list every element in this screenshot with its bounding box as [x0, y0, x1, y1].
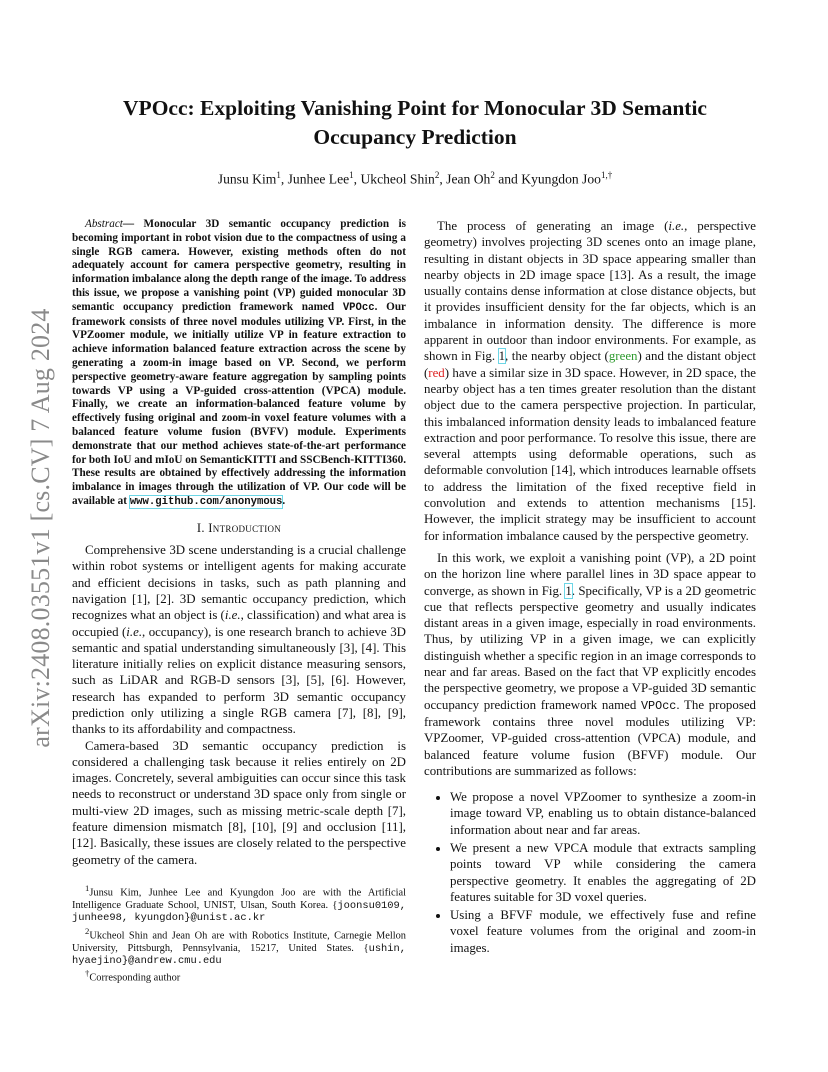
footnote-1: $^1$Junsu Kim, Junhee Lee and Kyungdon Joo are with the Artificial Intelligence Graduate School, UNIST, Ulsan, South Korea. {joonsu0109, junhee98, kyungdon}@unist.ac.kr [72, 882, 406, 925]
author: Kyungdon Joo [521, 171, 601, 187]
left-column [72, 218, 406, 985]
author: Junhee Lee [287, 171, 350, 187]
list-item: • Using a BFVF module, we effectively fuse and refine voxel feature volumes from the original and zoom-in images. [450, 907, 756, 956]
figure-ref-link[interactable]: 1 [565, 583, 572, 598]
figure-ref-link[interactable]: 1 [498, 349, 506, 364]
intro-paragraph-4: In this work, we exploit a vanishing point (VP), a 2D point on the horizon line where parallel lines in 3D space appear to converge, as shown in Fig. 1. Specifically, VP is a 2D geometric cue that reflects perspective geometry and usually indicates distant areas in a given image, especially in road environments. Thus, by utilizing VP in a given image, we can explicitly distinguish whether a specific region in an image corresponds to near and far areas. Based on the fact that VP explicitly encodes the perspective geometry, we propose a VP-guided 3D semantic occupancy prediction framework named VPOcc. The proposed framework contains three novel modules utilizing VP: VPZoomer, VP-guided cross-attention (VPCA) module, and balanced feature volume fusion (BFVF) module. Our contributions are summarized as follows: [424, 550, 757, 778]
contribution-list [424, 789, 756, 956]
intro-paragraph-2: Camera-based 3D semantic occupancy prediction is considered a challenging task because it relies entirely on 2D images. Concretely, several ambiguities can occur since this task needs to reconstruct or understand 3D space only from single or multi-view 2D images, such as missing metric-scale depth [7], feature dimension mismatch [8], [10], [9] and occlusion [11], [12]. Basically, these issues are closely related to the perspective geometry of the camera. [72, 738, 406, 867]
footnote-2: $^2$Ukcheol Shin and Jean Oh are with Robotics Institute, Carnegie Mellon University, Pittsburgh, Pennsylvania, 15217, United States. {ushin, hyaejino}@andrew.cmu.edu [72, 925, 406, 967]
author-list: Junsu Kim$^1$, Junhee Lee$^1$, Ukcheol Shin$^2$, Jean Oh$^2$ and Kyungdon Joo$^{1,\dagger}$ [217, 170, 613, 187]
intro-paragraph-1: Comprehensive 3D scene understanding is a crucial challenge within robot systems or intelligent agents for making accurate and efficient decisions in tasks, such as path planning and navigation [1], [2]. 3D semantic occupancy prediction, which recognizes what an object is (i.e., classification) and what area is occupied (i.e., occupancy), is one research branch to achieve 3D semantic and spatial understanding simultaneously [3], [4]. This literature initially relies on explicit distance measuring sensors, such as LiDAR and RGB-D sensors [3], [5], [6]. However, research has expanded to perform 3D semantic occupancy prediction only utilizing a single RGB camera [7], [8], [9], thanks to its affordability and compactness. [72, 543, 406, 737]
author: Junsu Kim [217, 171, 277, 187]
list-item: • We propose a novel VPZoomer to synthesize a zoom-in image toward VP, enabling us to obtain distance-balanced information about near and far areas. [450, 789, 756, 838]
intro-paragraph-3: The process of generating an image (i.e., perspective geometry) involves projecting 3D scenes onto an image plane, resulting in distant objects in 3D space appearing smaller than nearby objects in 2D image space [13]. As a result, the image usually contains dense information at close distance objects, but it provides insufficient density for the far objects, which is an imbalance in information density. The difference is more apparent in outdoor than indoor environments. For example, as shown in Fig. 1, the nearby object (green) and the distant object (red) have a similar size in 3D space. However, in 2D space, the nearby object has a ten times greater resolution than the distant object due to the camera perspective projection. In particular, this imbalanced information density leads to imbalanced feature extraction and poor performance. To resolve this issue, there are several attempts using deformable operations, such as deformable convolution [14], which introduces learnable offsets to address the limitation of the fixed receptive field in convolution and extends to attention mechanisms [15]. However, the implicit strategy may be insufficient to account for information imbalance caused by the perspective geometry. [424, 219, 756, 543]
section-heading: I. Introduction [196, 520, 282, 535]
right-column [424, 218, 756, 958]
list-item: • We present a new VPCA module that extracts sampling points toward VP while considering the camera perspective geometry. It enables the aggregating of 2D features suitable for 3D voxel queries. [450, 840, 756, 905]
footnotes [72, 882, 406, 985]
arxiv-stamp: arXiv:2408.03551v1 [cs.CV] 7 Aug 2024 [26, 308, 55, 748]
abstract: Abstract— Monocular 3D semantic occupancy prediction is becoming important in robot vision due to the compactness of using a single RGB camera. However, existing methods often do not adequately account for camera perspective geometry, resulting in information imbalance along the depth range of the image. To address this issue, we propose a vanishing point (VP) guided monocular 3D semantic occupancy prediction framework named VPOcc. Our framework consists of three novel modules utilizing VP. First, in the VPZoomer module, we initially utilize VP in feature extraction to achieve information balanced feature extraction across the scene by generating a zoom-in image based on VP. Second, we perform perspective geometry-aware feature aggregation by sampling points towards VP using a VP-guided cross-attention (VPCA) module. Finally, we create an information-balanced feature volume by effectively fusing original and zoom-in voxel feature volumes with a balanced feature volume fusion (BVFV) module. Experiments demonstrate that our method achieves state-of-the-art performance for both IoU and mIoU on SemanticKITTI and SSCBench-KITTI360. These results are obtained by effectively addressing the information imbalance in images through the utilization of VP. Our code will be available at www.github.com/anonymous. [72, 218, 407, 508]
code-link[interactable]: www.github.com/anonymous [129, 495, 283, 508]
footnote-3: †Corresponding author [85, 968, 181, 984]
author: Jean Oh [446, 171, 491, 187]
author: Ukcheol Shin [360, 171, 435, 187]
paper-title: VPOcc: Exploiting Vanishing Point for Monocular 3D Semantic Occupancy Prediction [123, 96, 707, 149]
